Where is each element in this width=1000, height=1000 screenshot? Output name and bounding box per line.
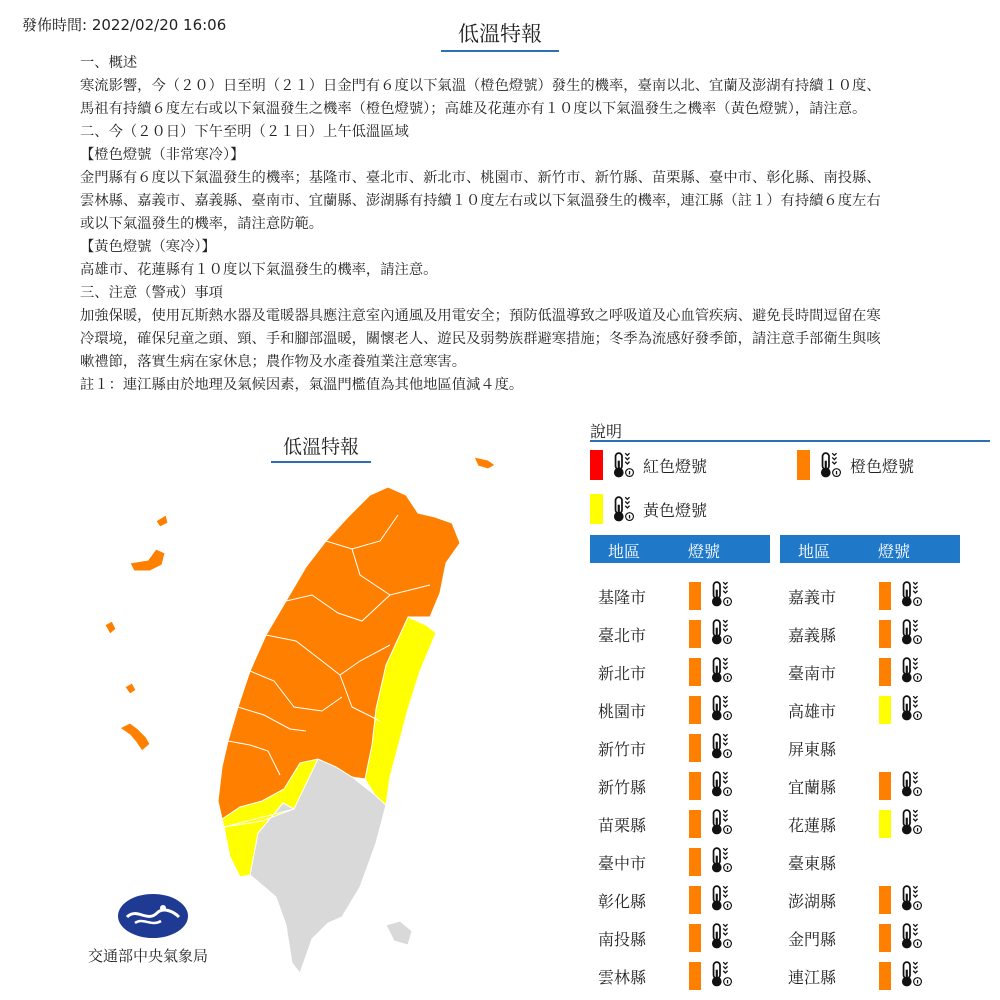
region-name: 南投縣	[598, 930, 647, 949]
thermometer-icon	[707, 580, 733, 608]
signal-bar-orange	[689, 848, 701, 876]
table-row	[780, 690, 960, 728]
region-name: 基隆市	[598, 588, 647, 607]
signal-bar-orange	[879, 620, 891, 648]
page-title: 低溫特報	[441, 18, 559, 52]
legend-divider	[590, 440, 990, 442]
table-row	[590, 766, 770, 804]
bulletin-line: 一、概述	[80, 55, 138, 71]
table-row	[780, 956, 960, 994]
map-title: 低溫特報	[271, 432, 371, 463]
table-row	[780, 614, 960, 652]
signal-bar-yellow	[879, 696, 891, 724]
thermometer-icon	[816, 451, 842, 479]
table-row	[780, 766, 960, 804]
table-row	[590, 956, 770, 994]
legend-item	[590, 450, 707, 480]
signal-bar-orange	[689, 772, 701, 800]
region-name: 嘉義縣	[788, 626, 837, 645]
thermometer-icon	[707, 770, 733, 798]
bulletin-line: 馬祖有持續６度左右或以下氣溫發生之機率（橙色燈號）；高雄及花蓮亦有１０度以下氣溫發生之機率（黃色燈號），請注意。	[80, 101, 867, 117]
region-name: 新竹市	[598, 740, 647, 759]
table-header	[590, 535, 770, 563]
region-table-left	[590, 535, 770, 994]
legend-swatch	[797, 450, 810, 480]
thermometer-icon	[897, 884, 923, 912]
region-name: 臺中市	[598, 854, 647, 873]
thermometer-icon	[609, 495, 635, 523]
signal-bar-orange	[879, 582, 891, 610]
table-row	[590, 842, 770, 880]
thermometer-icon	[897, 922, 923, 950]
bulletin-line: 金門縣有６度以下氣溫發生的機率；基隆市、臺北市、新北市、桃園市、新竹市、新竹縣、苗栗縣、臺中市、彰化縣、南投縣、	[80, 170, 881, 186]
signal-bar-orange	[689, 924, 701, 952]
thermometer-icon	[707, 884, 733, 912]
table-header	[780, 535, 960, 563]
signal-bar-orange	[689, 658, 701, 686]
thermometer-icon	[897, 960, 923, 988]
region-name: 臺北市	[598, 626, 647, 645]
table-row	[780, 918, 960, 956]
table-row	[590, 728, 770, 766]
signal-bar-orange	[689, 962, 701, 990]
column-header-region: 地區	[608, 542, 641, 561]
region-name: 嘉義市	[788, 588, 837, 607]
thermometer-icon	[897, 694, 923, 722]
signal-bar-orange	[689, 582, 701, 610]
table-row	[780, 652, 960, 690]
table-row	[780, 728, 960, 766]
table-row	[590, 652, 770, 690]
table-row	[590, 880, 770, 918]
region-name: 苗栗縣	[598, 816, 647, 835]
signal-bar-yellow	[879, 810, 891, 838]
legend-title: 說明	[590, 422, 623, 441]
cwb-logo-icon	[117, 893, 189, 939]
bulletin-line: 加強保暖，使用瓦斯熱水器及電暖器具應注意室內通風及用電安全；預防低溫導致之呼吸道及心血管疾病、避免長時間逗留在寒	[80, 308, 881, 324]
thermometer-icon	[897, 580, 923, 608]
region-name: 宜蘭縣	[788, 778, 837, 797]
table-row	[780, 880, 960, 918]
thermometer-icon	[707, 960, 733, 988]
issue-time: 發佈時間: 2022/02/20 16:06	[22, 16, 227, 34]
table-row	[780, 842, 960, 880]
legend-item	[797, 450, 914, 480]
region-name: 澎湖縣	[788, 892, 837, 911]
table-row	[590, 690, 770, 728]
bulletin-line: 註１：連江縣由於地理及氣候因素，氣溫門檻值為其他地區值減４度。	[80, 377, 524, 393]
signal-bar-orange	[879, 658, 891, 686]
table-row	[590, 918, 770, 956]
thermometer-icon	[707, 656, 733, 684]
region-name: 雲林縣	[598, 968, 647, 987]
map-kinmen	[130, 515, 168, 571]
legend-swatch	[590, 450, 603, 480]
bulletin-line: 【橙色燈號（非常寒冷）】	[80, 147, 245, 163]
table-row	[590, 804, 770, 842]
table-row	[780, 576, 960, 614]
legend-label: 黃色燈號	[643, 500, 708, 520]
thermometer-icon	[707, 732, 733, 760]
legend-swatch	[590, 494, 603, 524]
region-name: 桃園市	[598, 702, 647, 721]
region-name: 新竹縣	[598, 778, 647, 797]
thermometer-icon	[707, 922, 733, 950]
signal-bar-orange	[879, 924, 891, 952]
column-header-signal: 燈號	[878, 542, 911, 561]
signal-bar-orange	[689, 696, 701, 724]
signal-bar-orange	[879, 886, 891, 914]
map-lienchiang	[474, 457, 495, 469]
thermometer-icon	[897, 656, 923, 684]
thermometer-icon	[707, 618, 733, 646]
column-header-region: 地區	[798, 542, 831, 561]
signal-bar-orange	[879, 962, 891, 990]
thermometer-icon	[707, 808, 733, 836]
region-name: 彰化縣	[598, 892, 647, 911]
bulletin-line: 二、今（２０日）下午至明（２１日）上午低溫區域	[80, 124, 409, 140]
bulletin-line: 冷環境，確保兒童之頭、頸、手和腳部溫暖，關懷老人、遊民及弱勢族群避寒措施；冬季為流感好發季節，請注意手部衛生與咳	[80, 331, 881, 347]
bulletin-text	[80, 52, 940, 397]
thermometer-icon	[707, 694, 733, 722]
region-table-right	[780, 535, 960, 994]
bulletin-line: 或以下氣溫發生的機率，請注意防範。	[80, 216, 324, 232]
region-name: 臺南市	[788, 664, 837, 683]
agency-name: 交通部中央氣象局	[88, 947, 209, 965]
legend-item	[590, 494, 707, 524]
bulletin-line: 嗽禮節，落實生病在家休息；農作物及水產養殖業注意寒害。	[80, 354, 467, 370]
table-row	[590, 614, 770, 652]
table-row	[780, 804, 960, 842]
region-name: 臺東縣	[788, 854, 837, 873]
thermometer-icon	[609, 451, 635, 479]
region-name: 屏東縣	[788, 740, 837, 759]
signal-bar-orange	[689, 620, 701, 648]
map-penghu	[105, 621, 150, 751]
region-name: 連江縣	[788, 968, 837, 987]
signal-bar-orange	[689, 810, 701, 838]
bulletin-line: 【黃色燈號（寒冷）】	[80, 239, 216, 255]
legend-label: 紅色燈號	[643, 456, 708, 476]
signal-bar-orange	[689, 886, 701, 914]
signal-bar-orange	[689, 734, 701, 762]
region-name: 金門縣	[788, 930, 837, 949]
table-row	[590, 576, 770, 614]
bulletin-line: 三、注意（警戒）事項	[80, 285, 223, 301]
thermometer-icon	[897, 770, 923, 798]
region-name: 高雄市	[788, 702, 837, 721]
column-header-signal: 燈號	[688, 542, 721, 561]
thermometer-icon	[897, 618, 923, 646]
thermometer-icon	[707, 846, 733, 874]
signal-bar-orange	[879, 772, 891, 800]
legend-label: 橙色燈號	[850, 456, 915, 476]
region-name: 新北市	[598, 664, 647, 683]
region-name: 花蓮縣	[788, 816, 837, 835]
thermometer-icon	[897, 808, 923, 836]
bulletin-line: 雲林縣、嘉義市、嘉義縣、臺南市、宜蘭縣、澎湖縣有持續１０度左右或以下氣溫發生的機率，連江縣（註１）有持續６度左右	[80, 193, 881, 209]
bulletin-line: 寒流影響，今（２０）日至明（２１）日金門有６度以下氣溫（橙色燈號）發生的機率，臺南以北、宜蘭及澎湖有持續１０度、	[80, 78, 881, 94]
bulletin-line: 高雄市、花蓮縣有１０度以下氣溫發生的機率，請注意。	[80, 262, 438, 278]
